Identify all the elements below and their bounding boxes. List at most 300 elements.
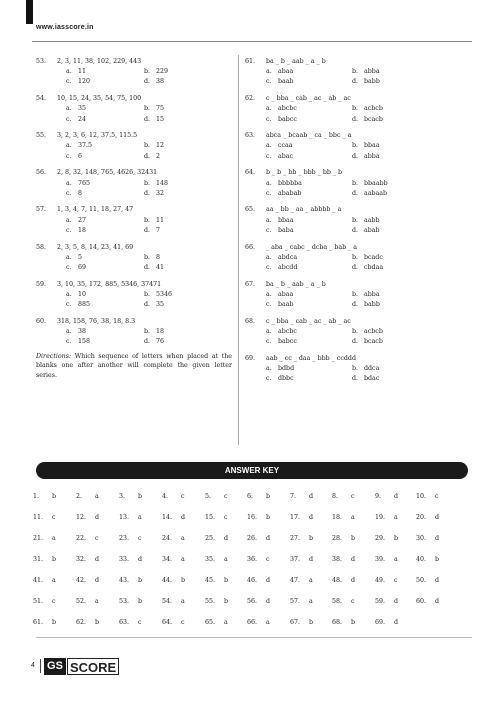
option-letter: d. bbox=[352, 226, 359, 234]
option-text: abba bbox=[364, 68, 380, 76]
answer-cell bbox=[33, 598, 56, 605]
question-number: 54. bbox=[36, 95, 47, 103]
options-grid bbox=[66, 216, 231, 236]
option-item[interactable] bbox=[144, 152, 222, 162]
option-item[interactable] bbox=[144, 327, 222, 337]
answer-letter: d bbox=[394, 619, 399, 626]
option-text: bbbbba bbox=[278, 179, 302, 187]
answer-number: 47. bbox=[290, 577, 301, 584]
option-item[interactable] bbox=[66, 226, 144, 236]
answer-row bbox=[33, 598, 473, 619]
option-item[interactable] bbox=[266, 327, 352, 337]
option-text: ababab bbox=[278, 189, 302, 197]
answer-cell bbox=[247, 514, 270, 521]
option-text: 75 bbox=[156, 105, 165, 113]
answer-cell bbox=[375, 577, 398, 584]
option-text: 18 bbox=[78, 226, 87, 234]
option-item[interactable] bbox=[66, 263, 144, 273]
options-grid bbox=[266, 216, 440, 236]
option-item[interactable] bbox=[352, 253, 438, 263]
option-item[interactable] bbox=[66, 216, 144, 226]
answer-number: 54. bbox=[162, 598, 173, 605]
option-item[interactable] bbox=[266, 179, 352, 189]
question-item bbox=[245, 280, 440, 311]
answer-number: 52. bbox=[76, 598, 87, 605]
answer-letter: b bbox=[138, 493, 143, 500]
answer-letter: d bbox=[351, 556, 356, 563]
answer-letter: a bbox=[52, 535, 56, 542]
answer-cell bbox=[162, 619, 185, 626]
option-item[interactable] bbox=[144, 337, 222, 347]
option-text: abaa bbox=[278, 290, 294, 298]
answer-letter: d bbox=[435, 577, 440, 584]
footer-rule bbox=[36, 637, 472, 638]
answer-number: 5. bbox=[205, 493, 212, 500]
answer-cell bbox=[375, 493, 398, 500]
option-item[interactable] bbox=[66, 115, 144, 125]
answer-cell bbox=[290, 535, 313, 542]
answer-cell bbox=[162, 493, 185, 500]
option-item[interactable] bbox=[66, 179, 144, 189]
option-item[interactable] bbox=[266, 253, 352, 263]
answer-letter: b bbox=[309, 535, 314, 542]
answer-letter: b bbox=[266, 493, 271, 500]
answer-cell bbox=[162, 598, 185, 605]
option-item[interactable] bbox=[144, 67, 222, 77]
answer-number: 21. bbox=[33, 535, 44, 542]
option-item[interactable] bbox=[352, 290, 438, 300]
directions-body: Which sequence of letters when placed at the blanks one after another will complete the given letter series. bbox=[36, 352, 232, 380]
option-letter: c. bbox=[266, 115, 272, 123]
option-letter: b. bbox=[144, 290, 151, 298]
answer-cell bbox=[162, 535, 185, 542]
option-item[interactable] bbox=[266, 141, 352, 151]
answer-letter: a bbox=[95, 598, 99, 605]
answer-cell bbox=[205, 556, 228, 563]
answer-letter: d bbox=[95, 577, 100, 584]
option-letter: a. bbox=[66, 105, 72, 113]
option-text: aabb bbox=[364, 216, 380, 224]
answer-number: 17. bbox=[290, 514, 301, 521]
question-number: 55. bbox=[36, 132, 47, 140]
option-item[interactable] bbox=[144, 253, 222, 263]
option-letter: d. bbox=[352, 375, 359, 383]
option-text: 7 bbox=[156, 226, 161, 234]
answer-number: 66. bbox=[247, 619, 258, 626]
question-item bbox=[36, 94, 231, 125]
answer-letter: c bbox=[138, 535, 142, 542]
options-grid bbox=[66, 290, 231, 310]
option-item[interactable] bbox=[266, 216, 352, 226]
option-text: bdac bbox=[364, 375, 380, 383]
question-item bbox=[36, 131, 231, 162]
option-item[interactable] bbox=[352, 189, 438, 199]
question-stem: aa _ bb _ aa _ abbbb _ a bbox=[266, 206, 342, 214]
option-item[interactable] bbox=[266, 337, 352, 347]
question-stem: 2, 3, 5, 8, 14, 23, 41, 69 bbox=[57, 243, 134, 251]
option-letter: d. bbox=[352, 301, 359, 309]
answer-letter: a bbox=[394, 514, 398, 521]
answer-row bbox=[33, 556, 473, 577]
option-text: abac bbox=[278, 152, 294, 160]
option-text: 158 bbox=[78, 338, 91, 346]
option-letter: a. bbox=[66, 68, 72, 76]
question-stem: 2, 8, 32, 148, 765, 4626, 32431 bbox=[57, 169, 158, 177]
option-letter: d. bbox=[352, 263, 359, 271]
answer-letter: d bbox=[309, 493, 314, 500]
answer-number: 58. bbox=[332, 598, 343, 605]
question-number: 67. bbox=[245, 280, 256, 288]
answer-letter: b bbox=[181, 577, 186, 584]
option-item[interactable] bbox=[66, 327, 144, 337]
answer-row bbox=[33, 535, 473, 556]
option-text: babcc bbox=[278, 338, 297, 346]
option-letter: a. bbox=[266, 290, 272, 298]
answer-letter: d bbox=[435, 514, 440, 521]
question-item bbox=[36, 280, 231, 311]
answer-number: 60. bbox=[416, 598, 427, 605]
question-number: 59. bbox=[36, 280, 47, 288]
answer-cell bbox=[290, 619, 313, 626]
answer-cell bbox=[33, 577, 56, 584]
option-text: 35 bbox=[78, 105, 87, 113]
answer-number: 67. bbox=[290, 619, 301, 626]
answer-cell bbox=[332, 577, 355, 584]
option-item[interactable] bbox=[66, 300, 144, 310]
option-item[interactable] bbox=[144, 141, 222, 151]
answer-letter: b bbox=[52, 619, 57, 626]
option-letter: b. bbox=[352, 253, 359, 261]
question-item bbox=[36, 243, 231, 274]
answer-cell bbox=[162, 556, 185, 563]
question-stem: _ aba _ cabc _ dcba _ bab _ a bbox=[266, 243, 358, 251]
option-item[interactable] bbox=[66, 104, 144, 114]
options-grid bbox=[66, 253, 231, 273]
option-text: 15 bbox=[156, 115, 165, 123]
question-stem: 3, 10, 35, 172, 885, 5346, 37471 bbox=[57, 280, 162, 288]
question-item bbox=[245, 205, 440, 236]
answer-letter: b bbox=[95, 619, 100, 626]
answer-letter: d bbox=[435, 598, 440, 605]
answer-cell bbox=[162, 577, 185, 584]
answer-row bbox=[33, 493, 473, 514]
options-grid bbox=[66, 179, 231, 199]
option-text: 38 bbox=[78, 327, 87, 335]
answer-number: 61. bbox=[33, 619, 44, 626]
option-text: bcacb bbox=[364, 338, 383, 346]
answer-letter: c bbox=[52, 514, 56, 521]
option-item[interactable] bbox=[352, 152, 438, 162]
option-item[interactable] bbox=[266, 364, 352, 374]
column-divider bbox=[238, 55, 239, 445]
answer-cell bbox=[205, 577, 228, 584]
option-text: baab bbox=[278, 301, 294, 309]
answer-cell bbox=[416, 514, 439, 521]
option-item[interactable] bbox=[352, 364, 438, 374]
answer-letter: d bbox=[266, 577, 271, 584]
option-item[interactable] bbox=[352, 327, 438, 337]
option-item[interactable] bbox=[144, 263, 222, 273]
option-letter: c. bbox=[266, 226, 272, 234]
answer-number: 24. bbox=[162, 535, 173, 542]
option-item[interactable] bbox=[66, 189, 144, 199]
option-letter: b. bbox=[352, 105, 359, 113]
option-item[interactable] bbox=[144, 115, 222, 125]
option-item[interactable] bbox=[352, 337, 438, 347]
answer-cell bbox=[119, 556, 142, 563]
option-text: baba bbox=[278, 226, 294, 234]
option-item[interactable] bbox=[266, 104, 352, 114]
answer-letter: b bbox=[52, 493, 57, 500]
option-letter: b. bbox=[144, 68, 151, 76]
option-item[interactable] bbox=[144, 300, 222, 310]
options-grid bbox=[66, 67, 231, 87]
answer-number: 8. bbox=[332, 493, 339, 500]
option-item[interactable] bbox=[352, 263, 438, 273]
option-text: 18 bbox=[156, 327, 165, 335]
option-item[interactable] bbox=[266, 67, 352, 77]
question-number: 58. bbox=[36, 243, 47, 251]
answer-letter: d bbox=[309, 514, 314, 521]
option-letter: c. bbox=[266, 375, 272, 383]
option-item[interactable] bbox=[266, 226, 352, 236]
answer-letter: d bbox=[266, 598, 271, 605]
answer-letter: a bbox=[181, 556, 185, 563]
question-item bbox=[245, 243, 440, 274]
option-letter: a. bbox=[66, 327, 72, 335]
option-item[interactable] bbox=[352, 115, 438, 125]
option-item[interactable] bbox=[144, 216, 222, 226]
answer-letter: b bbox=[309, 619, 314, 626]
answer-cell bbox=[375, 556, 398, 563]
option-letter: d. bbox=[144, 152, 151, 160]
option-text: 69 bbox=[78, 263, 87, 271]
options-grid bbox=[66, 141, 231, 161]
option-letter: a. bbox=[66, 253, 72, 261]
option-text: 38 bbox=[156, 78, 165, 86]
question-stem: 10, 15, 24, 35, 54, 75, 100 bbox=[57, 95, 142, 103]
answer-cell bbox=[375, 598, 398, 605]
option-item[interactable] bbox=[266, 189, 352, 199]
answer-cell bbox=[119, 493, 142, 500]
answer-cell bbox=[76, 493, 99, 500]
option-letter: d. bbox=[352, 78, 359, 86]
answer-letter: a bbox=[351, 514, 355, 521]
answer-letter: a bbox=[181, 535, 185, 542]
option-letter: c. bbox=[66, 263, 72, 271]
directions-label: Directions: bbox=[36, 352, 72, 360]
option-text: 27 bbox=[78, 216, 87, 224]
option-item[interactable] bbox=[66, 337, 144, 347]
option-letter: a. bbox=[66, 142, 72, 150]
option-text: acbcb bbox=[364, 327, 383, 335]
answer-cell bbox=[332, 619, 355, 626]
header-rule bbox=[32, 41, 472, 42]
answer-cell bbox=[76, 598, 99, 605]
option-letter: c. bbox=[266, 78, 272, 86]
answer-number: 39. bbox=[375, 556, 386, 563]
option-letter: b. bbox=[144, 216, 151, 224]
option-item[interactable] bbox=[66, 141, 144, 151]
answer-letter: c bbox=[181, 493, 185, 500]
option-item[interactable] bbox=[266, 115, 352, 125]
option-letter: d. bbox=[144, 338, 151, 346]
answer-number: 6. bbox=[247, 493, 254, 500]
option-item[interactable] bbox=[144, 189, 222, 199]
option-item[interactable] bbox=[266, 152, 352, 162]
option-item[interactable] bbox=[144, 290, 222, 300]
answer-number: 26. bbox=[247, 535, 258, 542]
answer-number: 11. bbox=[33, 514, 44, 521]
answer-cell bbox=[247, 556, 270, 563]
option-letter: c. bbox=[266, 189, 272, 197]
answer-number: 20. bbox=[416, 514, 427, 521]
option-text: 5346 bbox=[156, 290, 173, 298]
question-stem: 3, 2, 3, 6, 12, 37.5, 115.5 bbox=[57, 132, 138, 140]
option-item[interactable] bbox=[66, 77, 144, 87]
question-item bbox=[245, 168, 440, 199]
option-text: 12 bbox=[156, 142, 165, 150]
answer-cell bbox=[119, 598, 142, 605]
answer-letter: a bbox=[309, 598, 313, 605]
option-letter: c. bbox=[266, 301, 272, 309]
answer-letter: d bbox=[95, 514, 100, 521]
option-text: babb bbox=[364, 78, 380, 86]
answer-letter: c bbox=[138, 619, 142, 626]
answer-number: 30. bbox=[416, 535, 427, 542]
question-number: 57. bbox=[36, 206, 47, 214]
option-text: ccaa bbox=[278, 142, 293, 150]
answer-letter: b bbox=[351, 619, 356, 626]
answer-number: 27. bbox=[290, 535, 301, 542]
question-stem: 1, 3, 4, 7, 11, 18, 27, 47 bbox=[57, 206, 134, 214]
question-stem: ba _ b _ aab _ a _ b bbox=[266, 58, 326, 65]
answer-cell bbox=[33, 493, 56, 500]
question-item bbox=[36, 205, 231, 236]
option-letter: a. bbox=[266, 365, 272, 373]
option-letter: a. bbox=[266, 216, 272, 224]
answer-cell bbox=[76, 535, 99, 542]
options-grid bbox=[266, 253, 440, 273]
option-item[interactable] bbox=[144, 179, 222, 189]
answer-letter: c bbox=[224, 493, 228, 500]
option-item[interactable] bbox=[144, 226, 222, 236]
answer-cell bbox=[247, 493, 270, 500]
option-item[interactable] bbox=[352, 141, 438, 151]
answer-letter: d bbox=[394, 493, 399, 500]
option-letter: b. bbox=[144, 179, 151, 187]
answer-letter: c bbox=[394, 577, 398, 584]
answer-number: 1. bbox=[33, 493, 40, 500]
answer-cell bbox=[33, 619, 56, 626]
option-item[interactable] bbox=[352, 67, 438, 77]
option-item[interactable] bbox=[66, 152, 144, 162]
option-letter: b. bbox=[144, 327, 151, 335]
answer-number: 53. bbox=[119, 598, 130, 605]
answer-number: 7. bbox=[290, 493, 297, 500]
option-item[interactable] bbox=[352, 300, 438, 310]
answer-letter: d bbox=[181, 514, 186, 521]
option-text: aabaab bbox=[364, 189, 388, 197]
question-stem: c _ bba _ cab _ ac _ ab _ ac bbox=[266, 317, 351, 325]
option-letter: c. bbox=[66, 78, 72, 86]
option-letter: a. bbox=[66, 290, 72, 298]
answer-number: 33. bbox=[119, 556, 130, 563]
option-item[interactable] bbox=[352, 77, 438, 87]
option-text: 6 bbox=[78, 152, 83, 160]
question-number: 61. bbox=[245, 58, 256, 65]
answer-key-banner bbox=[36, 462, 468, 479]
answer-number: 48. bbox=[332, 577, 343, 584]
option-item[interactable] bbox=[266, 290, 352, 300]
question-item bbox=[245, 354, 440, 385]
option-text: acbcb bbox=[364, 105, 383, 113]
option-letter: b. bbox=[352, 365, 359, 373]
option-text: abab bbox=[364, 226, 380, 234]
option-text: 765 bbox=[78, 179, 91, 187]
answer-number: 4. bbox=[162, 493, 169, 500]
option-letter: c. bbox=[66, 115, 72, 123]
answer-cell bbox=[416, 598, 439, 605]
option-item[interactable] bbox=[352, 226, 438, 236]
option-item[interactable] bbox=[266, 263, 352, 273]
option-item[interactable] bbox=[352, 179, 438, 189]
option-text: 8 bbox=[156, 253, 161, 261]
answer-cell bbox=[205, 493, 228, 500]
answer-number: 69. bbox=[375, 619, 386, 626]
question-number: 66. bbox=[245, 243, 256, 251]
question-item bbox=[245, 94, 440, 125]
question-stem: abca _ bcaab _ ca _ bbc _ a bbox=[266, 132, 352, 140]
option-letter: b. bbox=[352, 216, 359, 224]
option-item[interactable] bbox=[144, 77, 222, 87]
option-item[interactable] bbox=[266, 77, 352, 87]
answer-number: 56. bbox=[247, 598, 258, 605]
option-item[interactable] bbox=[66, 290, 144, 300]
answer-cell bbox=[290, 577, 313, 584]
logo-score: SCORE bbox=[67, 658, 119, 675]
option-text: 32 bbox=[156, 189, 165, 197]
option-letter: b. bbox=[352, 290, 359, 298]
answer-letter: c bbox=[95, 535, 99, 542]
option-item[interactable] bbox=[352, 104, 438, 114]
answer-cell bbox=[416, 556, 439, 563]
answer-number: 12. bbox=[76, 514, 87, 521]
answer-number: 23. bbox=[119, 535, 130, 542]
option-item[interactable] bbox=[266, 300, 352, 310]
option-item[interactable] bbox=[352, 216, 438, 226]
answer-letter: d bbox=[309, 556, 314, 563]
option-item[interactable] bbox=[66, 67, 144, 77]
question-number: 69. bbox=[245, 354, 256, 362]
answer-cell bbox=[205, 535, 228, 542]
answer-letter: d bbox=[224, 535, 229, 542]
answer-cell bbox=[290, 556, 313, 563]
question-item bbox=[36, 168, 231, 199]
option-letter: d. bbox=[144, 301, 151, 309]
option-item[interactable] bbox=[352, 374, 438, 384]
option-item[interactable] bbox=[144, 104, 222, 114]
answer-number: 2. bbox=[76, 493, 83, 500]
answer-number: 22. bbox=[76, 535, 87, 542]
answer-number: 55. bbox=[205, 598, 216, 605]
option-item[interactable] bbox=[66, 253, 144, 263]
answer-cell bbox=[33, 535, 56, 542]
option-letter: c. bbox=[266, 152, 272, 160]
answer-cell bbox=[119, 619, 142, 626]
option-item[interactable] bbox=[266, 374, 352, 384]
option-letter: c. bbox=[66, 152, 72, 160]
